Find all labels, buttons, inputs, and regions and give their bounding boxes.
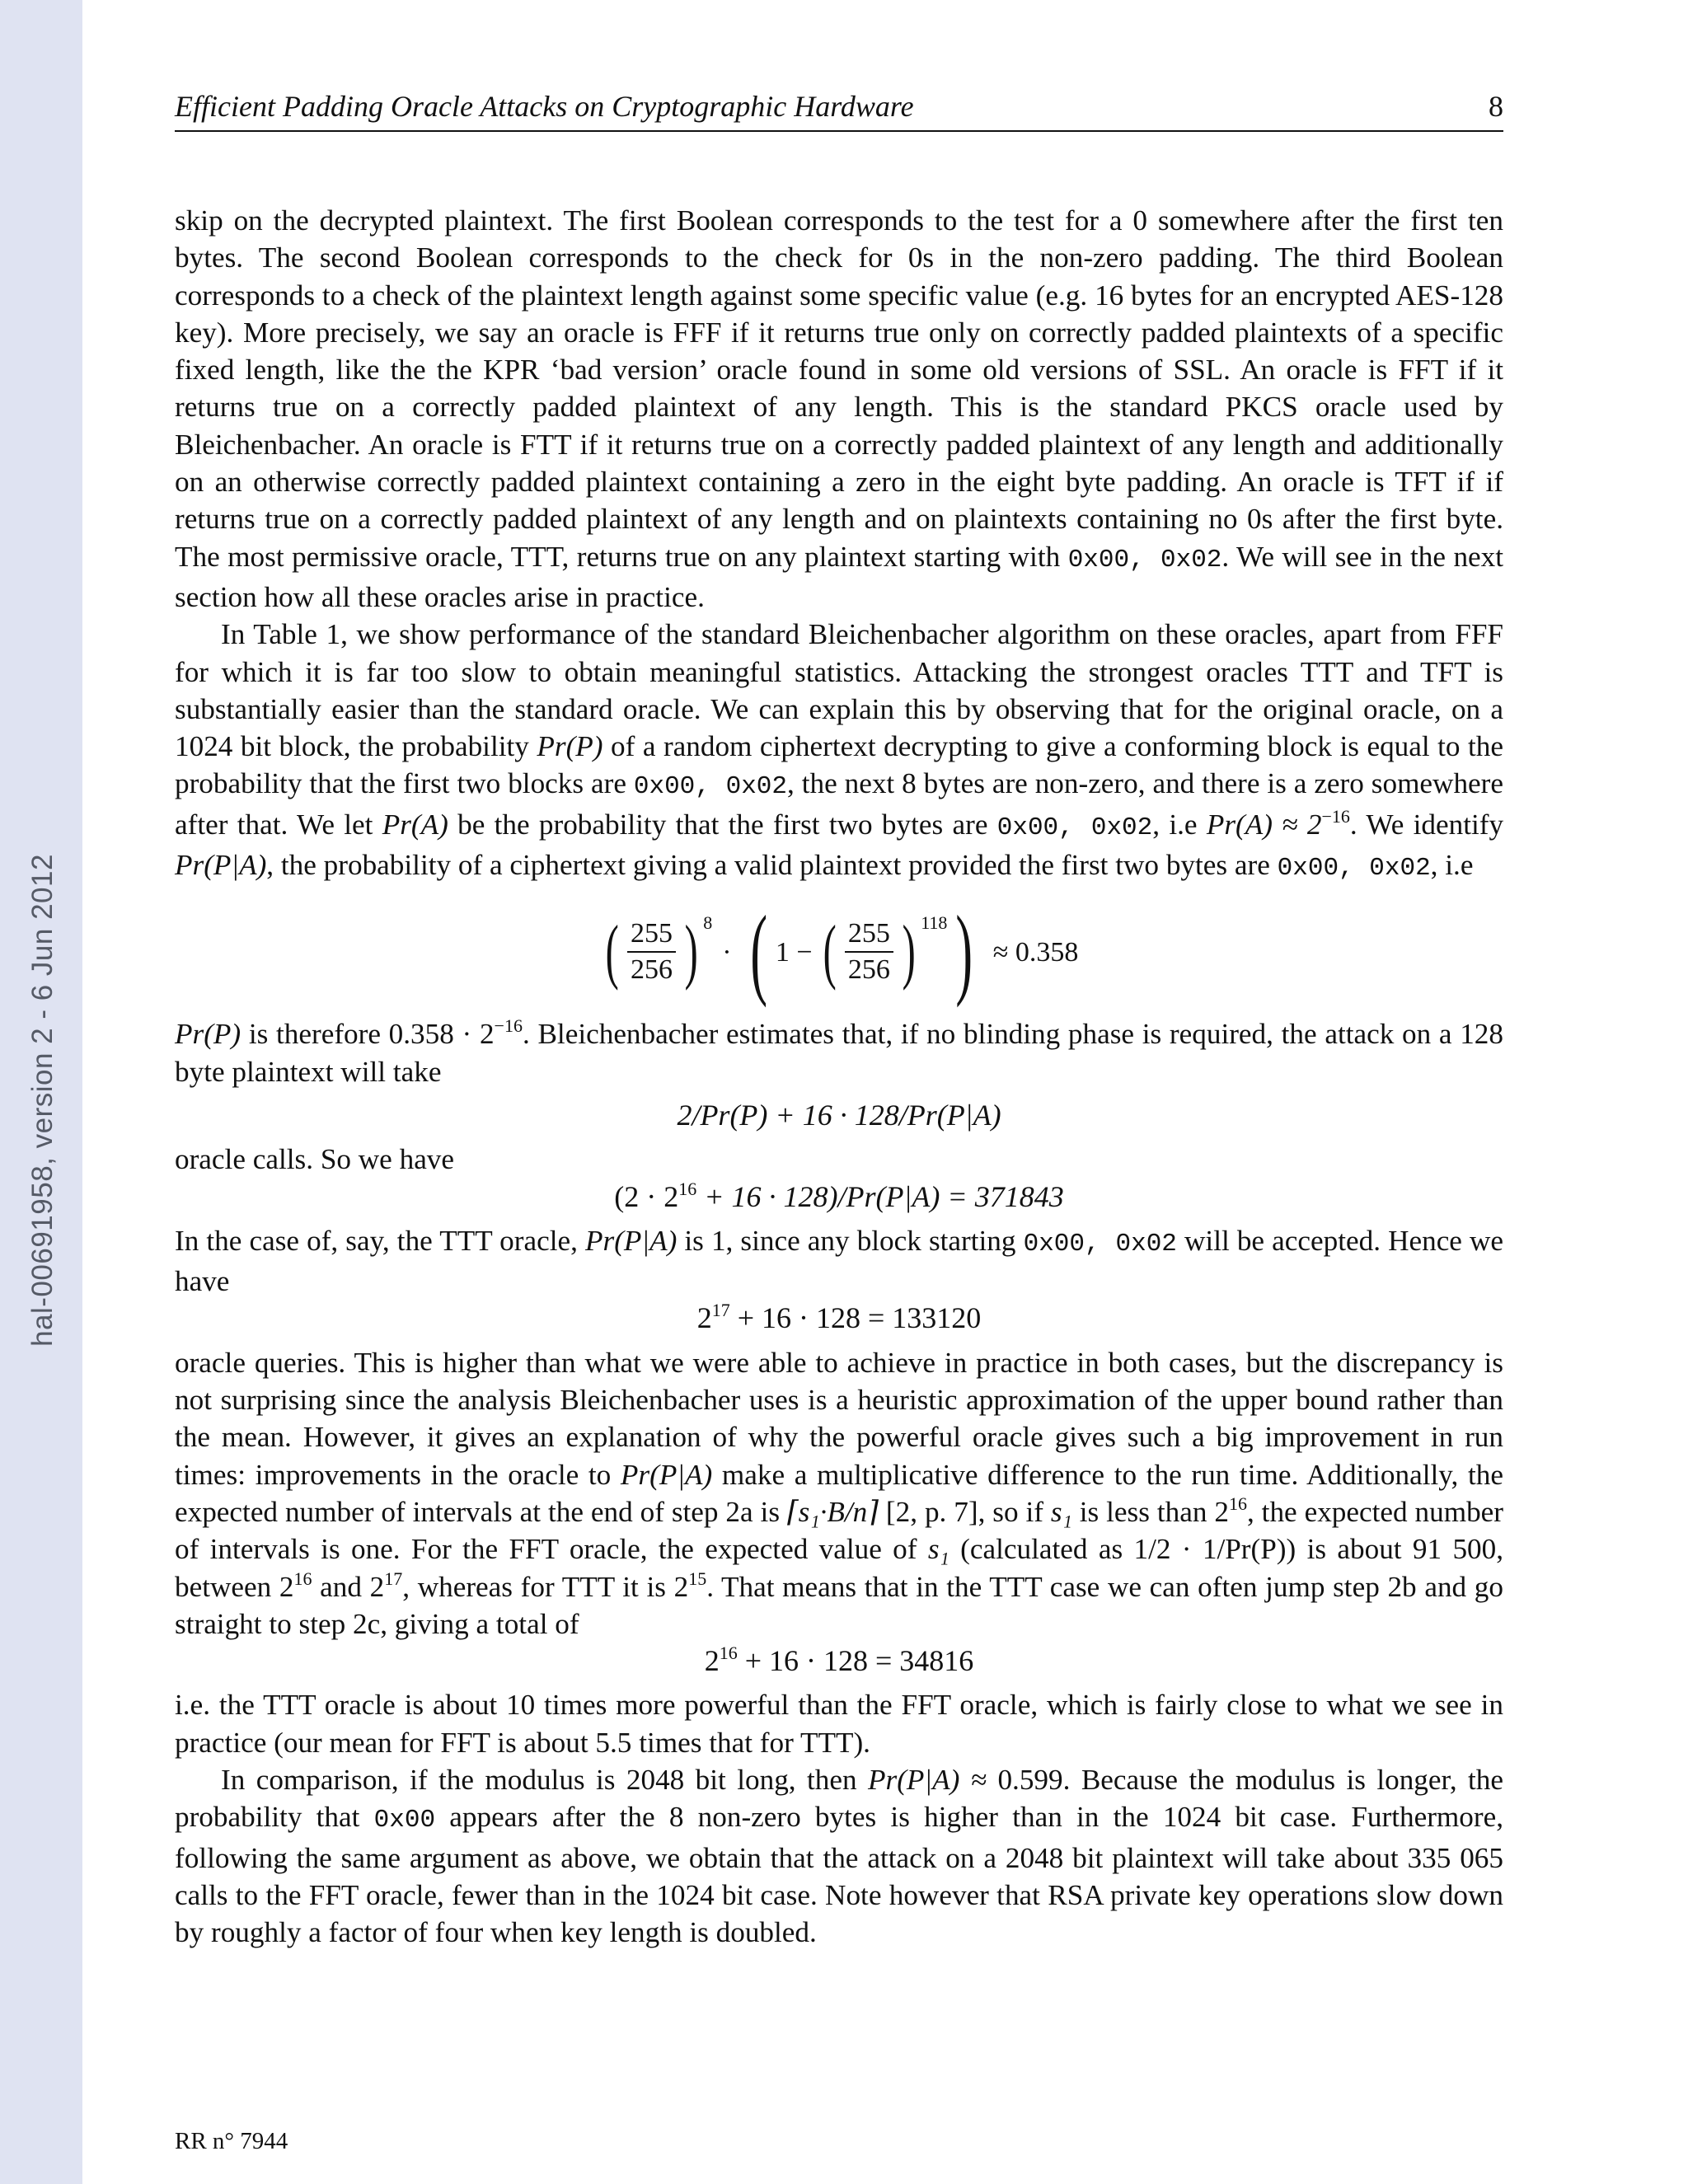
paragraph-ttt-case: In the case of, say, the TTT oracle, Pr(P|A) is 1, since any block starting 0x00, 0x02 will be accepted. Hence we have xyxy=(175,1224,1504,1298)
paragraph-table-discussion: In Table 1, we show performance of the standard Bleichenbacher algorithm on these oracles, apart from FFF for which it is far too slow to obtain meaningful statistics. Attacking the strongest oracles TTT and TFT is substantially easier than the standard oracle. We can explain this by observing that for the original oracle, on a 1024 bit block, the probability Pr(P) of a random ciphertext decrypting to give a conforming block is equal to the probability that the first two blocks are 0x00, 0x02, the next 8 bytes are non-zero, and there is a zero somewhere after that. We let Pr(A) be the probability that the first two bytes are 0x00, 0x02, i.e $Pr(A) \approx 2^{-16}$. We identify Pr(P|A), the probability of a ciphertext giving a valid plaintext provided the first two bytes are 0x00, 0x02, i.e xyxy=(175,618,1504,883)
paragraph-ttt-vs-fft: i.e. the TTT oracle is about 10 times more powerful than the FFT oracle, which is fairly close to what we see in practice (our mean for FFT is about 5.5 times that for TTT). xyxy=(175,1689,1503,1759)
hal-sidebar xyxy=(0,0,82,2184)
running-title: Efficient Padding Oracle Attacks on Cryptographic Hardware xyxy=(175,90,914,123)
report-number: RR n° 7944 xyxy=(175,2128,288,2154)
paragraph-estimate: Pr(P) is therefore $0.358 \cdot 2^{-16}$. Bleichenbacher estimates that, if no blinding phase is required, the attack on a 128 byte plaintext will take xyxy=(175,1015,1503,1088)
equation-133120: $2^{17} + 16 \cdot 128 = 133120$ xyxy=(696,1300,982,1335)
hal-stamp: hal-00691958, version 2 - 6 Jun 2012 xyxy=(26,854,59,1347)
equation-probability: ( $\frac{255}{256}$ ) $^8$ · ( 1 − ( $\frac{255}{256}$ ) $^{118}$ ) ≈ 0.358 xyxy=(605,895,1079,1009)
running-header xyxy=(175,89,1503,132)
paragraph-oracle-calls: oracle calls. So we have xyxy=(175,1143,455,1176)
equation-oracle-calls: 2/Pr(P) + 16 · 128/Pr(P|A) xyxy=(677,1098,1001,1132)
page-number: 8 xyxy=(1489,90,1503,123)
paragraph-oracle-definitions: skip on the decrypted plaintext. The first Boolean corresponds to the test for a 0 somewhere after the first ten bytes. The second Boolean corresponds to the check for 0s in the non-zero padding. The third Boolean corresponds to a check of the plaintext length against some specific value (e.g. 16 bytes for an encrypted AES-128 key). More precisely, we say an oracle is FFF if it returns true only on correctly padded plaintexts of a specific fixed length, like the the KPR ‘bad version’ oracle found in some old versions of SSL. An oracle is FFT if it returns true on a correctly padded plaintext of any length. This is the standard PKCS oracle used by Bleichenbacher. An oracle is FTT if it returns true on a correctly padded plaintext of any length and additionally on an otherwise correctly padded plaintext containing a zero in the eight byte padding. An oracle is TFT if if returns true on a correctly padded plaintext of any length and on plaintexts containing no 0s after the first byte. The most permissive oracle, TTT, returns true on any plaintext starting with 0x00, 0x02. We will see in the next section how all these oracles arise in practice. xyxy=(175,204,1504,613)
paragraph-2048-bit: In comparison, if the modulus is 2048 bit long, then Pr(P|A) ≈ 0.599. Because the modulus is longer, the probability that 0x00 appears after the 8 non-zero bytes is higher than in the 1024 bit case. Furthermore, following the same argument as above, we obtain that the attack on a 2048 bit plaintext will take about 335 065 calls to the FFT oracle, fewer than in the 1024 bit case. Note however that RSA private key operations slow down by roughly a factor of four when key length is doubled. xyxy=(175,1763,1504,1949)
equation-371843: $(2 \cdot 2^{16} + 16 \cdot 128)/Pr(P|A) = 371843$ xyxy=(614,1178,1064,1213)
equation-34816: $2^{16} + 16 \cdot 128 = 34816$ xyxy=(704,1643,974,1678)
paragraph-oracle-queries: oracle queries. This is higher than what we were able to achieve in practice in both cases, but the discrepancy is not surprising since the analysis Bleichenbacher uses is a heuristic approximation of the upper bound rather than the mean. However, it gives an explanation of why the powerful oracle gives such a big improvement in run times: improvements in the oracle to Pr(P|A) make a multiplicative difference to the run time. Additionally, the expected number of intervals at the end of step 2a is ⌈s₁·B/n⌉ [2, p. 7], so if s₁ is less than $2^{16}$, the expected number of intervals is one. For the FFT oracle, the expected value of s₁ (calculated as 1/2 · 1/Pr(P)) is about 91 500, between $2^{16}$ and $2^{17}$, whereas for TTT it is $2^{15}$. That means that in the TTT case we can often jump step 2b and go straight to step 2c, giving a total of xyxy=(175,1346,1504,1640)
page-body xyxy=(175,202,1503,1951)
